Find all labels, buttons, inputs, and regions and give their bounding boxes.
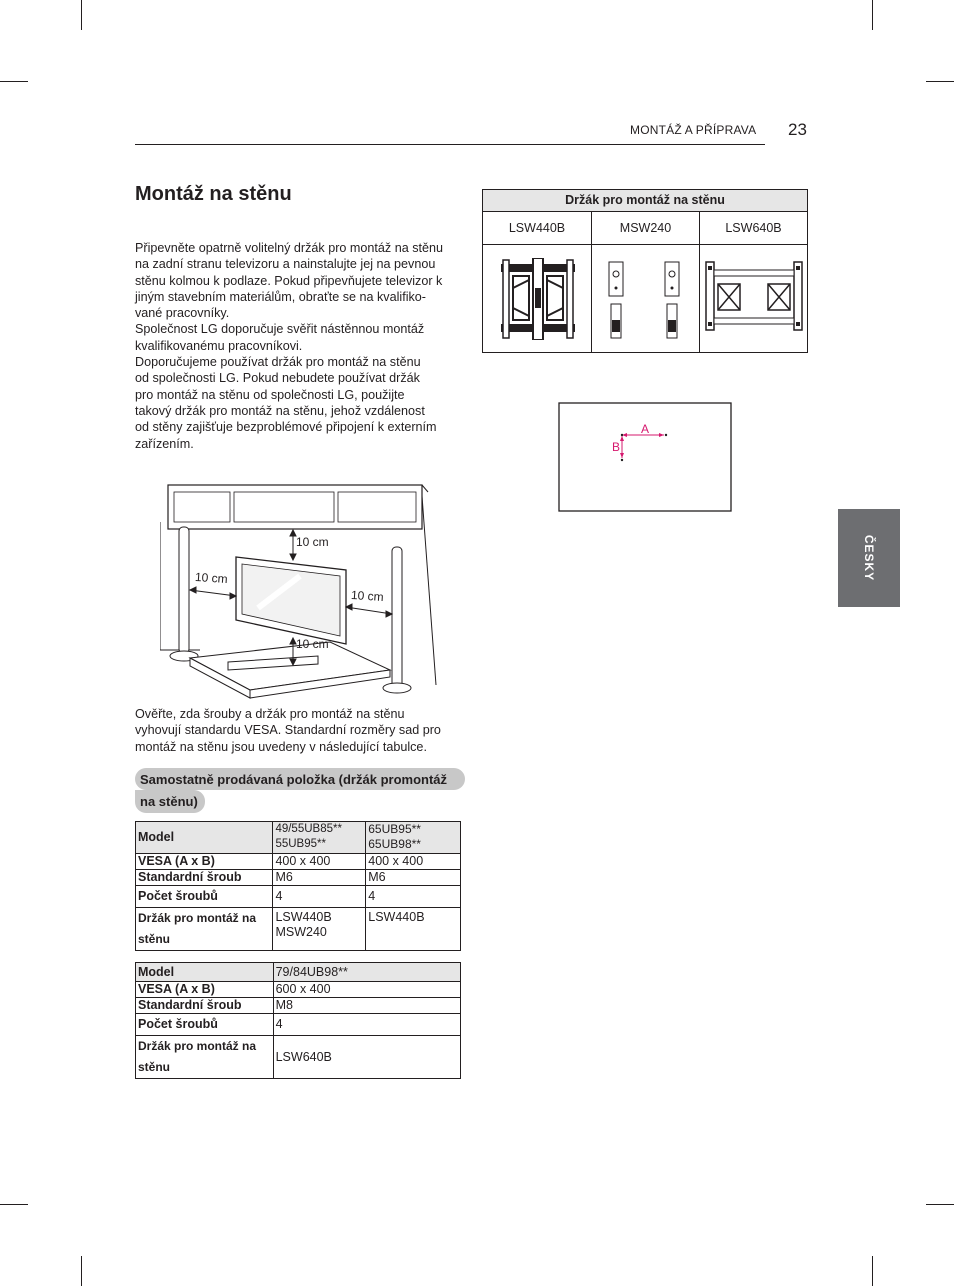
section-header: MONTÁŽ A PŘÍPRAVA <box>630 123 757 137</box>
lsw440b-bracket-image <box>499 258 577 340</box>
intro-paragraph <box>135 240 465 452</box>
optional-heading-line1: Samostatně prodávaná položka (držák promontáž <box>140 772 448 787</box>
vesa-line: Ověřte, zda šrouby a držák pro montáž na stěnu <box>135 707 405 721</box>
vesa-line: vyhovují standardu VESA. Standardní rozměry sad pro <box>135 723 441 738</box>
spec-table-2 <box>135 962 461 1079</box>
model-cell: 79/84UB98** <box>273 963 460 982</box>
a-label: A <box>641 422 650 436</box>
table-row: Počet šroubů 4 4 <box>136 886 461 908</box>
intro-line: jiným stavebním materiálům, obraťte se na kvalifiko- <box>135 289 426 304</box>
bracket-model: LSW440B <box>483 212 591 245</box>
intro-line: Připevněte opatrně volitelný držák pro montáž na stěnu <box>135 241 444 255</box>
clearance-diagram <box>160 480 440 700</box>
msw240-bracket-image <box>603 260 691 340</box>
intro-line: Společnost LG doporučuje svěřit nástěnnou montáž <box>135 322 425 337</box>
model-label: Model <box>136 822 273 854</box>
lsw640b-bracket-image <box>704 260 804 332</box>
table-row: VESA (A x B) 600 x 400 <box>136 982 461 998</box>
bracket-table <box>482 189 808 353</box>
page-number: 23 <box>788 120 807 139</box>
intro-line: vané pracovníky. <box>135 306 230 321</box>
clearance-left-label: 10 cm <box>194 569 229 587</box>
bracket-table-header: Držák pro montáž na stěnu <box>483 190 807 212</box>
intro-line: kvalifikovanému pracovníkovi. <box>135 338 303 353</box>
b-label: B <box>612 440 621 454</box>
intro-line: od stěny zajišťuje bezproblémové připojení k externím <box>135 420 437 435</box>
header-rule <box>135 144 765 145</box>
table-row: VESA (A x B) 400 x 400 400 x 400 <box>136 854 461 870</box>
intro-line: od společnosti LG. Pokud nebudete používat držák <box>135 371 420 386</box>
intro-line: pro montáž na stěnu od společnosti LG, použijte <box>135 387 405 402</box>
vesa-ab-diagram <box>558 402 734 514</box>
table-row: Držák pro montáž na stěnu LSW440B MSW240 LSW440B <box>136 908 461 951</box>
intro-line: Doporučujeme používat držák pro montáž na stěnu <box>135 355 421 370</box>
clearance-right-label: 10 cm <box>350 587 385 605</box>
model-label: Model <box>136 963 274 982</box>
vesa-line: montáž na stěnu jsou uvedeny v následující tabulce. <box>135 739 427 754</box>
model-cell: 49/55UB85** 55UB95** <box>273 822 366 854</box>
vesa-paragraph <box>135 706 465 755</box>
intro-line: takový držák pro montáž na stěnu, jehož vzdálenost <box>135 403 425 418</box>
intro-line: na zadní stranu televizoru a nainstalujte jej na pevnou <box>135 257 436 272</box>
table-row: Držák pro montáž na stěnu LSW640B <box>136 1036 461 1079</box>
optional-heading-line2: na stěnu) <box>140 794 198 809</box>
clearance-top-label: 10 cm <box>296 535 329 549</box>
intro-line: stěnu kolmou k podlaze. Pokud připevňujete televizor k <box>135 273 443 288</box>
bracket-model: MSW240 <box>592 212 699 245</box>
language-tab <box>838 509 900 607</box>
intro-line: zařízením. <box>135 436 194 451</box>
page-title: Montáž na stěnu <box>135 183 292 205</box>
model-cell: 65UB95** 65UB98** <box>366 822 461 854</box>
spec-table-1 <box>135 821 461 951</box>
table-row: Standardní šroub M8 <box>136 998 461 1014</box>
language-tab-label: ČESKY <box>862 534 876 582</box>
bracket-model: LSW640B <box>700 212 807 245</box>
clearance-bottom-label: 10 cm <box>296 637 329 651</box>
table-row: Standardní šroub M6 M6 <box>136 870 461 886</box>
optional-item-heading <box>135 768 465 816</box>
table-row: Počet šroubů 4 <box>136 1014 461 1036</box>
